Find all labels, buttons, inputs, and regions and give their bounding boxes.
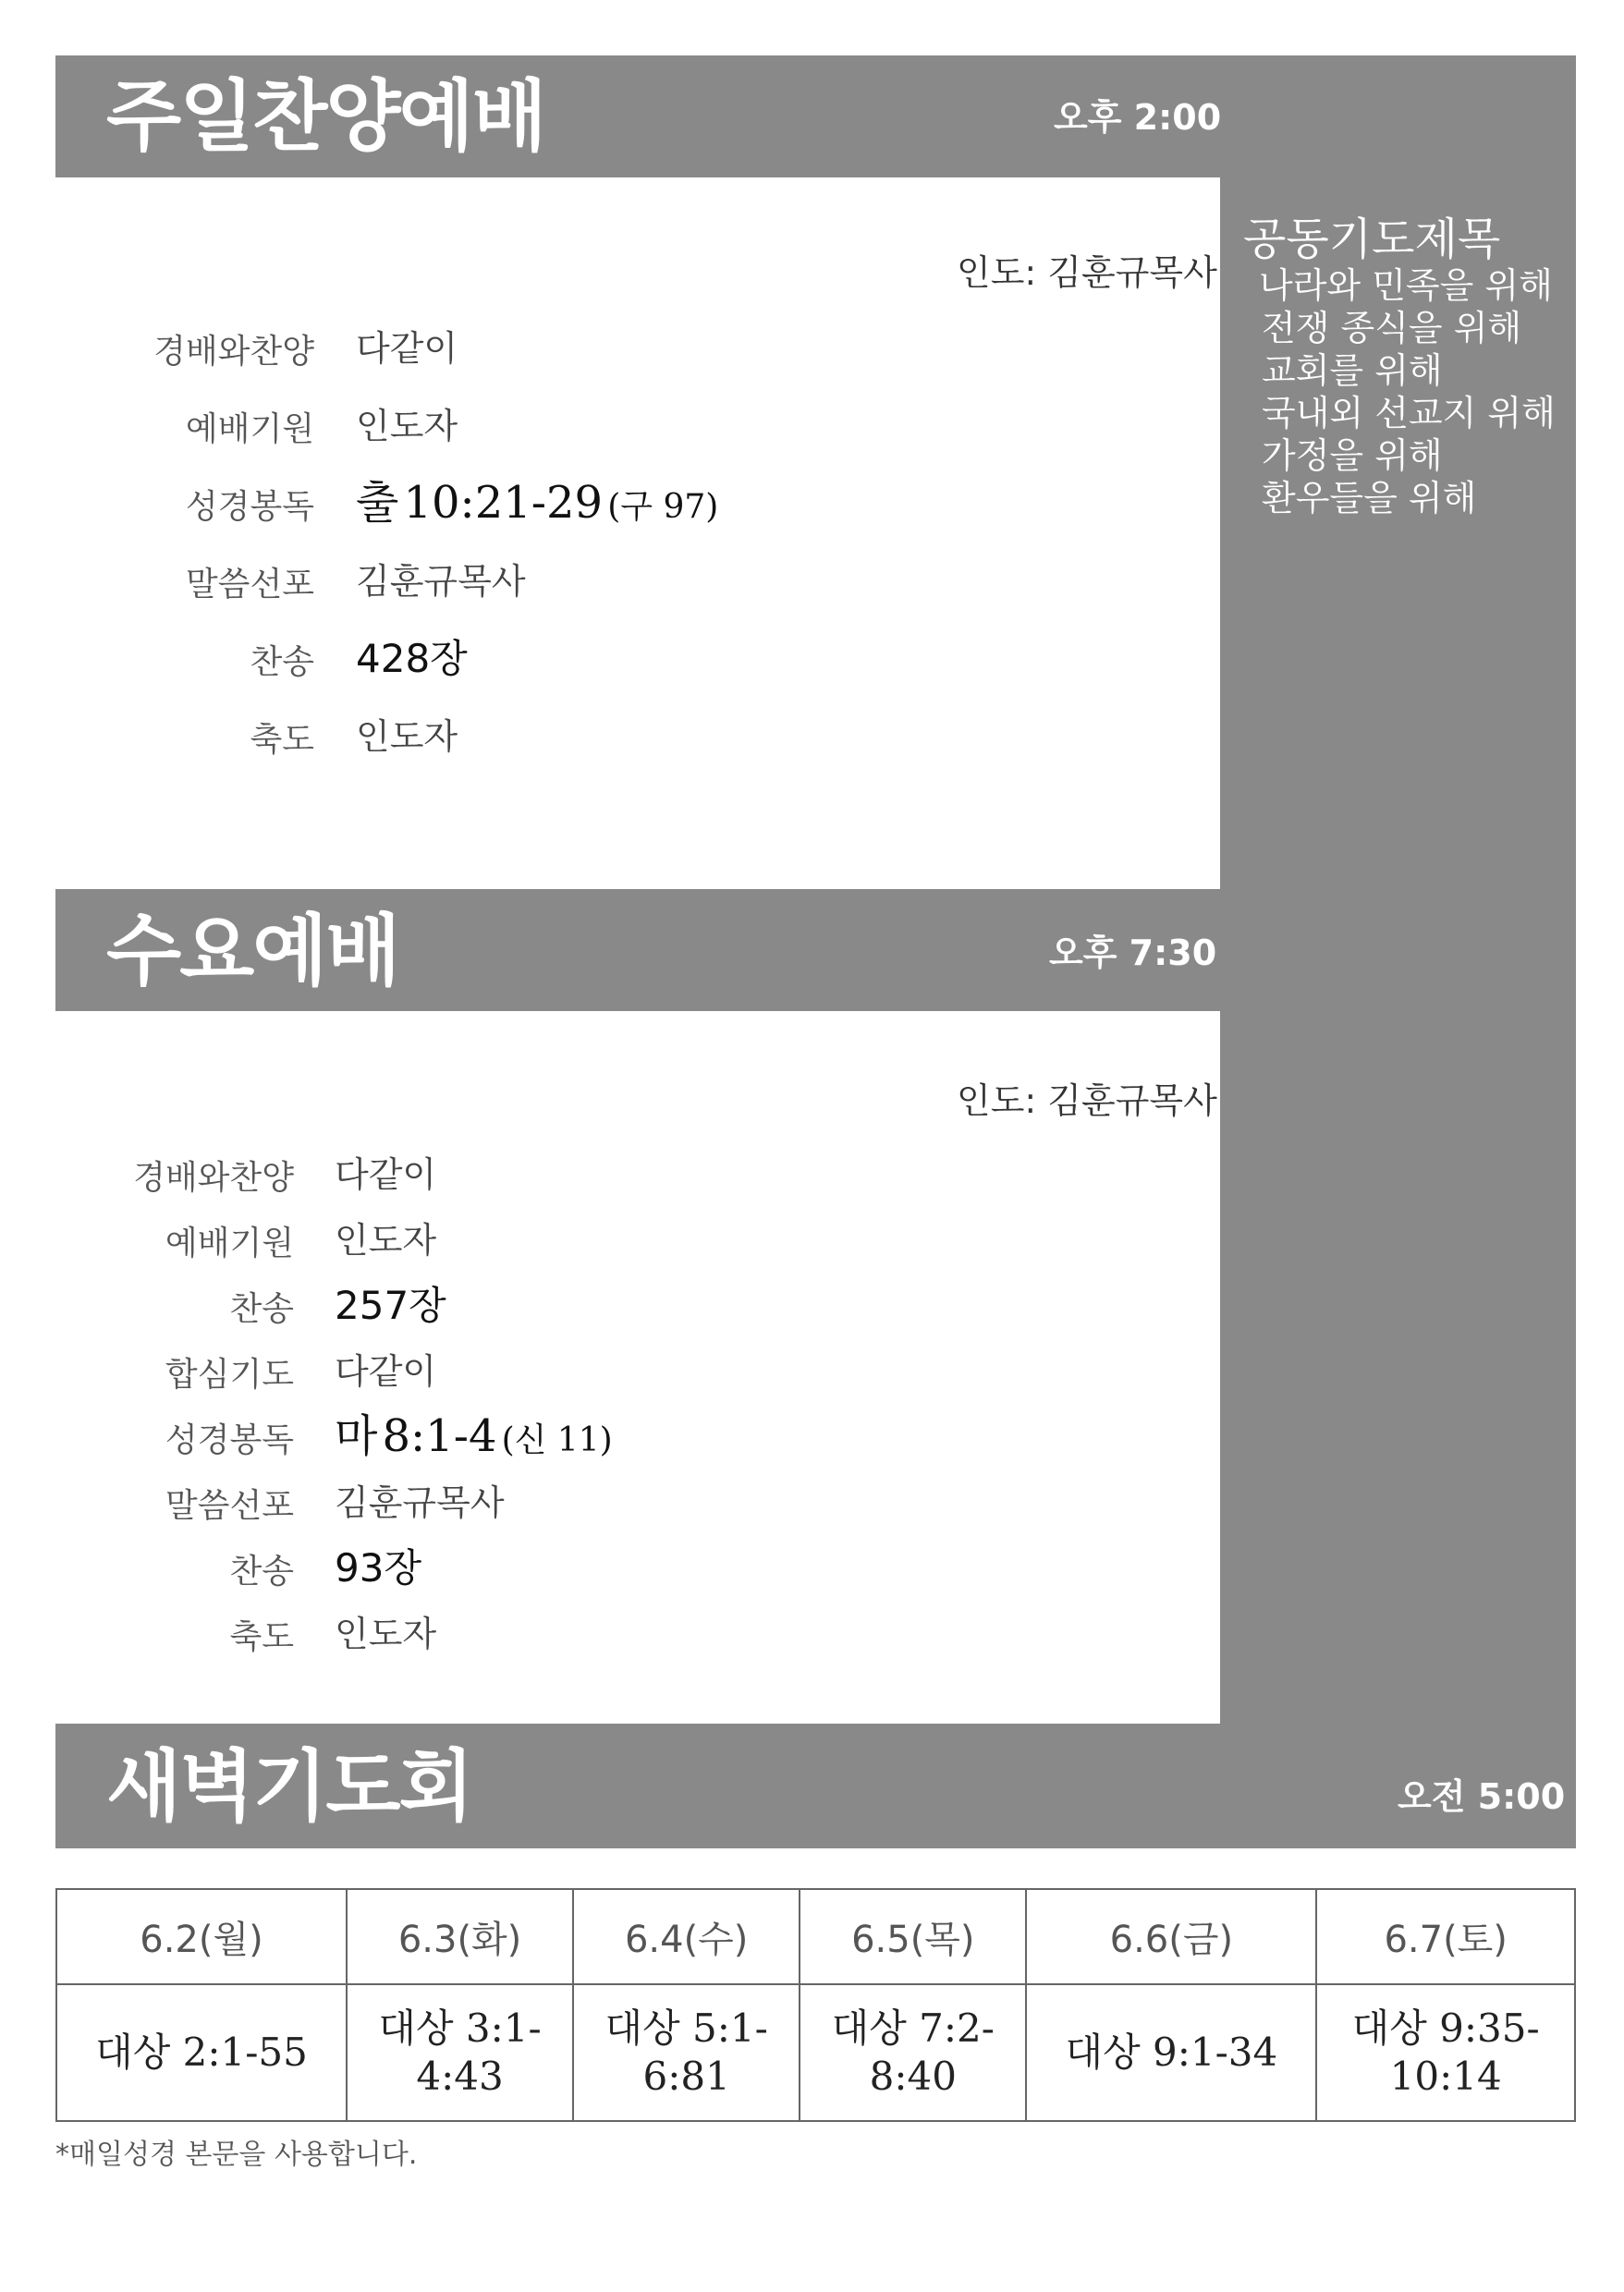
- scripture-ref: 10:21-29: [403, 477, 604, 529]
- scripture-book: 마: [335, 1410, 378, 1462]
- prayer-item: 환우들을 위해: [1262, 478, 1477, 518]
- scripture-book: 출: [356, 477, 399, 529]
- order-value: 인도자: [335, 1614, 437, 1654]
- order-row: [0, 1414, 294, 1469]
- order-value: 인도자: [335, 1220, 437, 1261]
- service-time-dawn: 오전 5:00: [1398, 1776, 1566, 1817]
- order-value: 다같이: [335, 1154, 437, 1195]
- order-value: 93장: [335, 1545, 422, 1591]
- scripture-ref: 8:1-4: [382, 1410, 497, 1462]
- day-header: 6.5(목): [800, 1889, 1026, 1984]
- order-row: [0, 403, 314, 458]
- order-row: [0, 558, 314, 614]
- passage-line: 대상 7:2-: [831, 2005, 995, 2051]
- leader-wednesday: 인도: 김훈규목사: [957, 1080, 1217, 1121]
- order-row: [0, 1217, 294, 1273]
- order-label: 찬송: [229, 1553, 294, 1591]
- prayer-title: 공동기도제목: [1243, 213, 1501, 265]
- order-label: 말씀선포: [185, 566, 314, 603]
- order-value: 428장: [356, 636, 468, 681]
- passage-cell: [347, 1984, 573, 2121]
- table-row: [56, 1984, 1575, 2121]
- order-row: [0, 1348, 294, 1404]
- table-header-row: [56, 1889, 1575, 1984]
- prayer-item: 전쟁 종식을 위해: [1262, 308, 1522, 348]
- order-label: 예배기원: [165, 1225, 294, 1262]
- order-label: 찬송: [250, 643, 314, 681]
- order-row: [0, 713, 314, 769]
- passage-line: 대상 5:1-: [604, 2005, 768, 2051]
- day-header: 6.7(토): [1316, 1889, 1575, 1984]
- day-header: 6.3(화): [347, 1889, 573, 1984]
- order-label: 축도: [250, 721, 314, 759]
- order-value: 257장: [335, 1283, 446, 1328]
- section-title-sunday: 주일찬양예배: [106, 71, 545, 162]
- passage-line: 6:81: [642, 2054, 730, 2099]
- order-row: [0, 1152, 294, 1207]
- service-time-sunday: 오후 2:00: [1054, 97, 1222, 138]
- order-value: 다같이: [356, 328, 458, 369]
- order-row: [0, 1545, 294, 1601]
- order-row: [0, 1611, 294, 1666]
- order-row: [0, 481, 314, 536]
- order-row: [0, 325, 314, 381]
- passage-line: 10:14: [1389, 2054, 1502, 2099]
- day-header: 6.2(월): [56, 1889, 347, 1984]
- prayer-item: 국내외 선교지 위해: [1262, 393, 1556, 433]
- scripture-hymn: (구 97): [607, 488, 719, 526]
- order-label: 경배와찬양: [133, 1159, 294, 1197]
- scripture-reading-sunday: [356, 477, 719, 529]
- section-title-dawn: 새벽기도회: [106, 1741, 472, 1832]
- order-label: 성경봉독: [165, 1421, 294, 1459]
- order-label: 찬송: [229, 1290, 294, 1328]
- day-header: 6.6(금): [1026, 1889, 1316, 1984]
- service-time-wednesday: 오후 7:30: [1049, 933, 1217, 973]
- order-row: [0, 1480, 294, 1535]
- passage-cell: [56, 1984, 347, 2121]
- passage-cell: [1316, 1984, 1575, 2121]
- passage-cell: [1026, 1984, 1316, 2121]
- order-label: 예배기원: [185, 410, 314, 448]
- passage-line: 4:43: [416, 2054, 504, 2099]
- order-label: 합심기도: [165, 1356, 294, 1394]
- passage-line: 대상 9:35-: [1351, 2005, 1540, 2051]
- dawn-schedule-table: [55, 1888, 1576, 2122]
- order-label: 축도: [229, 1618, 294, 1656]
- passage-line: 대상 3:1-: [378, 2005, 542, 2051]
- prayer-item: 교회를 위해: [1262, 350, 1443, 391]
- prayer-item: 나라와 민족을 위해: [1259, 265, 1553, 306]
- passage-cell: [800, 1984, 1026, 2121]
- scripture-reading-wednesday: [335, 1410, 613, 1462]
- section-title-wednesday: 수요예배: [106, 906, 399, 996]
- scripture-hymn: (신 11): [501, 1421, 613, 1459]
- passage-cell: [573, 1984, 800, 2121]
- order-value: 김훈규목사: [335, 1482, 505, 1523]
- passage-line: 대상 9:1-34: [1065, 2029, 1278, 2075]
- order-label: 성경봉독: [185, 488, 314, 526]
- order-row: [0, 636, 314, 691]
- leader-sunday: 인도: 김훈규목사: [957, 252, 1217, 293]
- passage-line: 대상 2:1-55: [95, 2029, 308, 2075]
- order-value: 인도자: [356, 406, 458, 446]
- order-label: 경배와찬양: [153, 333, 314, 371]
- order-row: [0, 1283, 294, 1338]
- prayer-item: 가정을 위해: [1262, 435, 1443, 476]
- day-header: 6.4(수): [573, 1889, 800, 1984]
- order-value: 다같이: [335, 1351, 437, 1392]
- order-value: 김훈규목사: [356, 561, 526, 602]
- footnote: *매일성경 본문을 사용합니다.: [55, 2139, 418, 2171]
- order-label: 말씀선포: [165, 1487, 294, 1525]
- passage-line: 8:40: [869, 2054, 957, 2099]
- order-value: 인도자: [356, 716, 458, 757]
